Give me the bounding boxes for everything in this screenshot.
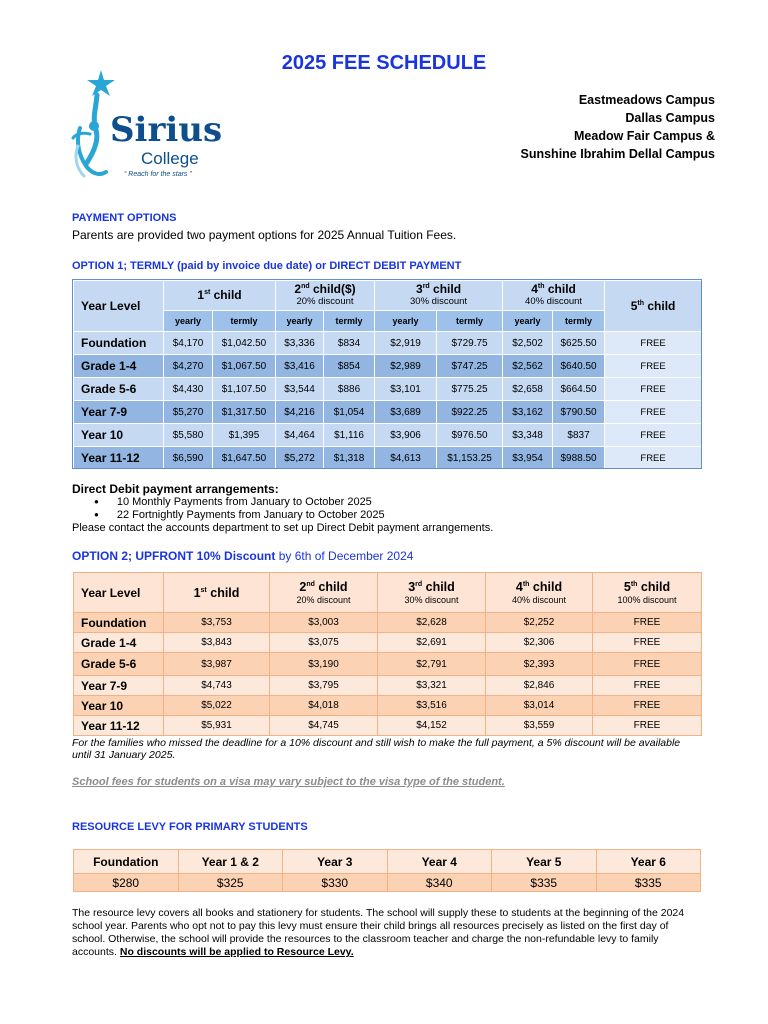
page-title: 2025 FEE SCHEDULE [281, 52, 487, 74]
child-header-1: 1st child [164, 281, 276, 311]
fee-cell: $4,270 [164, 355, 213, 378]
levy-header: Year 3 [283, 850, 388, 874]
termly-header: termly [213, 311, 276, 332]
fee-cell: $1,317.50 [213, 401, 276, 424]
levy-header: Year 4 [387, 850, 492, 874]
termly-header: termly [324, 311, 375, 332]
fee-cell: $922.25 [437, 401, 503, 424]
fee-cell: $790.50 [553, 401, 605, 424]
option1-fee-table [73, 280, 702, 470]
fee-cell: $2,502 [503, 332, 553, 355]
fee-cell: $2,393 [486, 653, 593, 676]
fee-cell: $4,430 [164, 378, 213, 401]
fee-cell: $3,162 [503, 401, 553, 424]
direct-debit-section [72, 483, 493, 535]
levy-header: Year 5 [492, 850, 597, 874]
campus-list [521, 91, 716, 163]
option2-fee-table [73, 572, 702, 736]
table-row [74, 676, 702, 696]
payment-options-text: Parents are provided two payment options for 2025 Annual Tuition Fees. [72, 228, 457, 242]
sirius-college-logo [70, 68, 230, 188]
resource-levy-text [72, 907, 704, 959]
resource-levy-table [73, 849, 701, 892]
fee-cell: $5,270 [164, 401, 213, 424]
fee-cell: $988.50 [553, 447, 605, 470]
table-row [74, 696, 702, 716]
fee-cell: $3,795 [270, 676, 378, 696]
levy-value: $335 [596, 874, 701, 892]
fee-cell: $5,931 [164, 716, 270, 736]
option2-heading: OPTION 2; UPFRONT 10% Discount by 6th of December 2024 [72, 549, 414, 563]
fee-cell: $2,919 [375, 332, 437, 355]
levy-value: $340 [387, 874, 492, 892]
direct-debit-list [72, 496, 493, 522]
levy-value: $335 [492, 874, 597, 892]
table-row [74, 355, 702, 378]
fee-cell: $4,170 [164, 332, 213, 355]
campus-name: Dallas Campus [625, 111, 715, 125]
list-item: ● 22 Fortnightly Payments from January to October 2025 [94, 509, 493, 522]
fee-cell: $2,628 [378, 613, 486, 633]
levy-header: Year 6 [596, 850, 701, 874]
fee-cell: $2,252 [486, 613, 593, 633]
year-level-cell: Year 11-12 [74, 716, 164, 736]
fee-cell: FREE [605, 447, 702, 470]
yearly-header: yearly [164, 311, 213, 332]
fee-cell: $1,107.50 [213, 378, 276, 401]
yearly-header: yearly [375, 311, 437, 332]
fee-cell: FREE [605, 424, 702, 447]
fee-cell: $3,843 [164, 633, 270, 653]
fee-cell: FREE [593, 716, 702, 736]
fee-cell: $3,906 [375, 424, 437, 447]
late-payment-note: For the families who missed the deadline for a 10% discount and still wish to make the full payment, a 5% discount will be available until 31 January 2025. [72, 737, 681, 761]
yearly-header: yearly [276, 311, 324, 332]
child-header-5: 5th child [605, 281, 702, 332]
levy-header: Year 1 & 2 [178, 850, 283, 874]
fee-cell: $2,658 [503, 378, 553, 401]
fee-cell: FREE [593, 653, 702, 676]
fee-cell: $3,753 [164, 613, 270, 633]
table-row [74, 716, 702, 736]
fee-cell: $664.50 [553, 378, 605, 401]
year-level-cell: Year 11-12 [74, 447, 164, 470]
table-row [74, 401, 702, 424]
fee-cell: $2,989 [375, 355, 437, 378]
child-header-3: 3rd child 30% discount [375, 281, 503, 311]
logo-college: College [141, 149, 199, 168]
fee-cell: $5,022 [164, 696, 270, 716]
resource-levy-heading: RESOURCE LEVY FOR PRIMARY STUDENTS [72, 821, 308, 833]
payment-options-heading: PAYMENT OPTIONS [72, 212, 177, 224]
campus-name: Meadow Fair Campus & [574, 129, 715, 143]
fee-cell: FREE [593, 613, 702, 633]
fee-cell: $1,116 [324, 424, 375, 447]
fee-cell: $3,987 [164, 653, 270, 676]
list-item: ● 10 Monthly Payments from January to October 2025 [94, 496, 493, 509]
direct-debit-contact: Please contact the accounts department to set up Direct Debit payment arrangements. [72, 522, 494, 534]
fee-cell: $3,689 [375, 401, 437, 424]
fee-cell: $3,014 [486, 696, 593, 716]
child-header-4: 4th child 40% discount [503, 281, 605, 311]
fee-cell: $3,348 [503, 424, 553, 447]
levy-value: $325 [178, 874, 283, 892]
fee-cell: $3,321 [378, 676, 486, 696]
fee-cell: $1,067.50 [213, 355, 276, 378]
fee-cell: FREE [605, 401, 702, 424]
table-row [74, 378, 702, 401]
fee-cell: $2,846 [486, 676, 593, 696]
fee-cell: $747.25 [437, 355, 503, 378]
fee-cell: $5,272 [276, 447, 324, 470]
fee-cell: $1,042.50 [213, 332, 276, 355]
levy-no-discount: No discounts will be applied to Resource Levy. [119, 946, 354, 958]
fee-cell: $3,075 [270, 633, 378, 653]
campus-name: Eastmeadows Campus [578, 93, 715, 107]
fee-cell: $886 [324, 378, 375, 401]
fee-cell: $5,580 [164, 424, 213, 447]
fee-cell: $640.50 [553, 355, 605, 378]
fee-cell: $854 [324, 355, 375, 378]
year-level-cell: Year 7-9 [74, 676, 164, 696]
fee-cell: FREE [593, 633, 702, 653]
direct-debit-heading: Direct Debit payment arrangements: [72, 482, 279, 496]
fee-cell: $625.50 [553, 332, 605, 355]
logo-tagline: “ Reach for the stars ” [124, 171, 192, 178]
table-row [74, 633, 702, 653]
fee-cell: $834 [324, 332, 375, 355]
fee-cell: $3,516 [378, 696, 486, 716]
year-level-header: Year Level [74, 573, 164, 613]
fee-cell: $3,559 [486, 716, 593, 736]
child-header-2: 2nd child($) 20% discount [276, 281, 375, 311]
child-header-1: 1st child [164, 573, 270, 613]
year-level-cell: Year 10 [74, 696, 164, 716]
fee-cell: $4,613 [375, 447, 437, 470]
fee-cell: FREE [593, 696, 702, 716]
year-level-cell: Grade 5-6 [74, 653, 164, 676]
fee-cell: FREE [605, 355, 702, 378]
fee-cell: $4,745 [270, 716, 378, 736]
fee-cell: $837 [553, 424, 605, 447]
fee-cell: $1,054 [324, 401, 375, 424]
fee-cell: $2,691 [378, 633, 486, 653]
year-level-cell: Year 7-9 [74, 401, 164, 424]
fee-cell: $4,743 [164, 676, 270, 696]
fee-cell: $4,216 [276, 401, 324, 424]
table-row [74, 447, 702, 470]
fee-cell: $1,647.50 [213, 447, 276, 470]
fee-cell: $729.75 [437, 332, 503, 355]
fee-cell: $3,190 [270, 653, 378, 676]
fee-cell: $4,018 [270, 696, 378, 716]
levy-value: $280 [74, 874, 179, 892]
logo-name: Sirius [110, 110, 223, 150]
table-row [74, 332, 702, 355]
fee-cell: $1,153.25 [437, 447, 503, 470]
year-level-cell: Grade 1-4 [74, 633, 164, 653]
campus-name: Sunshine Ibrahim Dellal Campus [520, 147, 715, 161]
year-level-cell: Foundation [74, 332, 164, 355]
fee-cell: $1,318 [324, 447, 375, 470]
table-row [74, 653, 702, 676]
year-level-cell: Grade 5-6 [74, 378, 164, 401]
option1-heading: OPTION 1; TERMLY (paid by invoice due date) or DIRECT DEBIT PAYMENT [72, 260, 462, 272]
table-row [74, 613, 702, 633]
fee-cell: FREE [593, 676, 702, 696]
levy-header: Foundation [74, 850, 179, 874]
fee-cell: $775.25 [437, 378, 503, 401]
fee-cell: FREE [605, 332, 702, 355]
termly-header: termly [553, 311, 605, 332]
fee-cell: $3,003 [270, 613, 378, 633]
fee-cell: $4,464 [276, 424, 324, 447]
levy-description: The resource levy covers all books and stationery for students. The school will supply these to students at the beginning of the 2024 school year. Parents who opt not to pay this levy must ensure their child brings all resources precisely as listed on the first day of school. Otherwise, the school will provide the resources to the classroom teacher and charge the non-refundable levy to family accounts. [72, 907, 685, 958]
fee-cell: FREE [605, 378, 702, 401]
visa-note: School fees for students on a visa may vary subject to the visa type of the student. [72, 776, 505, 788]
levy-value: $330 [283, 874, 388, 892]
fee-cell: $1,395 [213, 424, 276, 447]
year-level-header: Year Level [74, 281, 164, 332]
fee-cell: $2,791 [378, 653, 486, 676]
fee-cell: $3,336 [276, 332, 324, 355]
year-level-cell: Foundation [74, 613, 164, 633]
table-row [74, 424, 702, 447]
year-level-cell: Year 10 [74, 424, 164, 447]
fee-cell: $4,152 [378, 716, 486, 736]
fee-cell: $3,101 [375, 378, 437, 401]
fee-cell: $2,306 [486, 633, 593, 653]
year-level-cell: Grade 1-4 [74, 355, 164, 378]
child-header-3: 3rd child 30% discount [378, 573, 486, 613]
child-header-4: 4th child 40% discount [486, 573, 593, 613]
fee-cell: $3,954 [503, 447, 553, 470]
child-header-2: 2nd child 20% discount [270, 573, 378, 613]
child-header-5: 5th child 100% discount [593, 573, 702, 613]
fee-cell: $3,544 [276, 378, 324, 401]
fee-cell: $6,590 [164, 447, 213, 470]
fee-cell: $2,562 [503, 355, 553, 378]
yearly-header: yearly [503, 311, 553, 332]
fee-cell: $976.50 [437, 424, 503, 447]
termly-header: termly [437, 311, 503, 332]
fee-cell: $3,416 [276, 355, 324, 378]
